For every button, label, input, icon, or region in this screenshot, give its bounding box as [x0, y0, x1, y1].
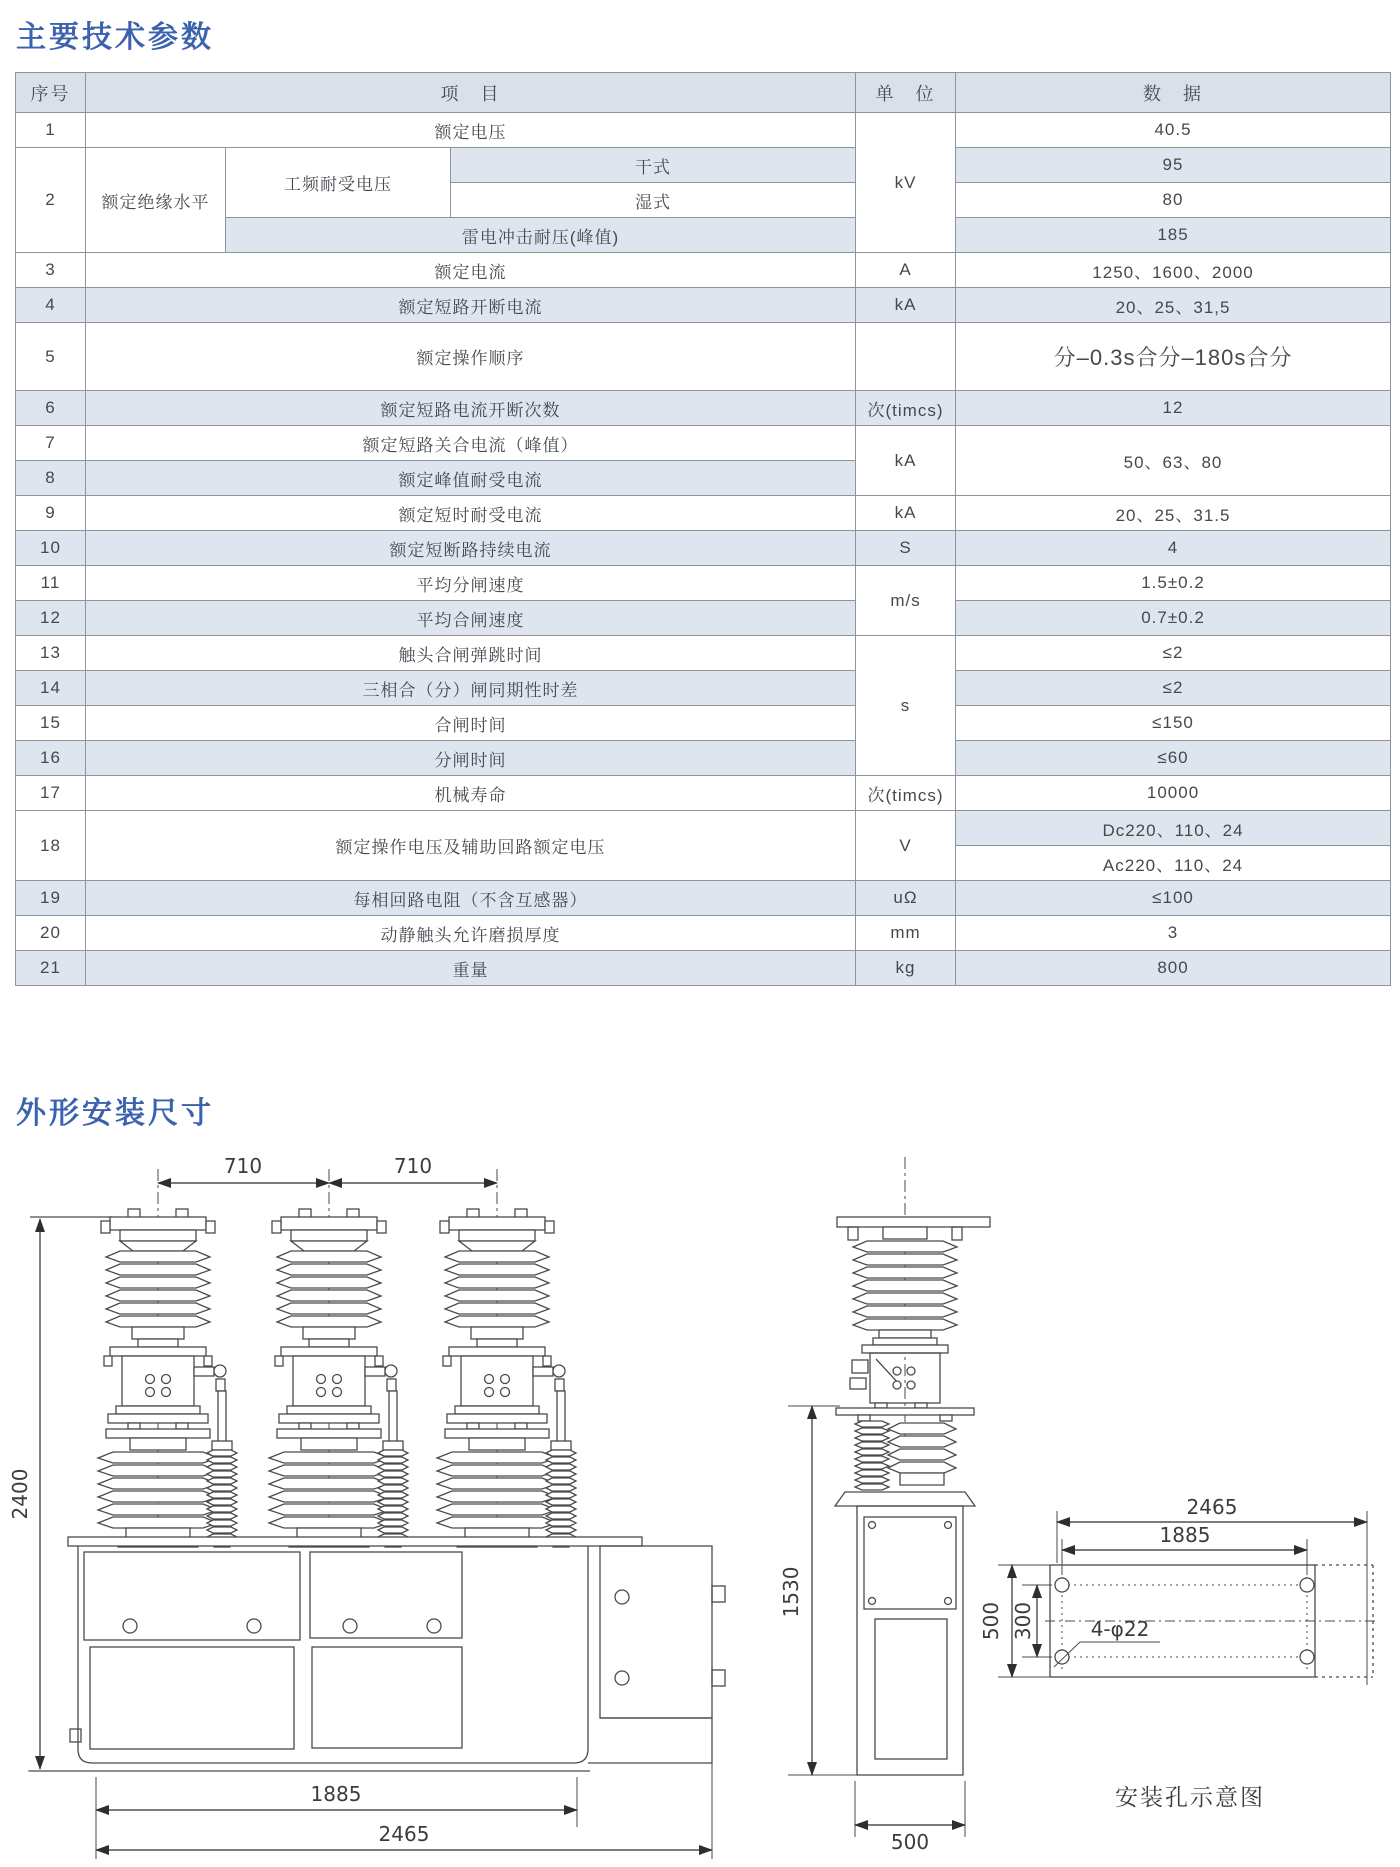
cell-item: 额定电压 [86, 113, 856, 148]
cell-item: 每相回路电阻（不含互感器） [86, 881, 856, 916]
cell-unit: kA [856, 426, 956, 496]
cell-unit: S [856, 531, 956, 566]
table-row [16, 531, 1391, 566]
cell-item: 合闸时间 [86, 706, 856, 741]
dim-overall-height: 2400 [8, 1468, 32, 1520]
breaker-pole-left [98, 1169, 237, 1547]
cell-no: 9 [16, 496, 86, 531]
cell-leaf: 干式 [451, 148, 856, 183]
cell-data: 20、25、31.5 [956, 496, 1391, 531]
col-header-item: 项 目 [86, 73, 856, 113]
cell-item: 平均合闸速度 [86, 601, 856, 636]
cell-item: 额定短断路持续电流 [86, 531, 856, 566]
cell-item: 平均分闸速度 [86, 566, 856, 601]
table-row [16, 741, 1391, 776]
dim-holes-spacing: 300 [1011, 1601, 1035, 1641]
table-row [16, 706, 1391, 741]
cell-item: 额定短时耐受电流 [86, 496, 856, 531]
cell-no: 21 [16, 951, 86, 986]
cell-data: 分–0.3s合分–180s合分 [956, 323, 1391, 391]
cell-data: Ac220、110、24 [956, 846, 1391, 881]
cell-data: 4 [956, 531, 1391, 566]
cell-data: 40.5 [956, 113, 1391, 148]
dim-side-height: 1530 [779, 1566, 803, 1618]
cell-subitem: 雷电冲击耐压(峰值) [226, 218, 856, 253]
cell-item: 分闸时间 [86, 741, 856, 776]
cell-item: 机械寿命 [86, 776, 856, 811]
cell-item: 额定操作电压及辅助回路额定电压 [86, 811, 856, 881]
dim-base-width: 1885 [310, 1782, 362, 1806]
table-row [16, 113, 1391, 148]
hole-size-label: 4-φ22 [1090, 1617, 1150, 1641]
cell-data: 95 [956, 148, 1391, 183]
side-pole [836, 1217, 990, 1490]
cell-unit [856, 323, 956, 391]
cell-no: 1 [16, 113, 86, 148]
front-view [8, 1154, 725, 1859]
cell-no: 12 [16, 601, 86, 636]
table-row [16, 253, 1391, 288]
cell-unit: 次(timcs) [856, 776, 956, 811]
section-title-main-parameters: 主要技术参数 [16, 21, 214, 54]
breaker-pole-center [269, 1169, 408, 1547]
cell-data: 80 [956, 183, 1391, 218]
cell-data: 20、25、31,5 [956, 288, 1391, 323]
cell-no: 13 [16, 636, 86, 671]
cell-no: 6 [16, 391, 86, 426]
cell-data: 3 [956, 916, 1391, 951]
section-title-dimensions: 外形安装尺寸 [16, 1097, 214, 1130]
spec-table [15, 72, 1391, 986]
cell-no: 20 [16, 916, 86, 951]
table-row [16, 881, 1391, 916]
side-pedestal [835, 1492, 975, 1775]
cell-item: 额定峰值耐受电流 [86, 461, 856, 496]
cell-no: 16 [16, 741, 86, 776]
dim-pole-pitch-right: 710 [393, 1154, 433, 1178]
col-header-unit: 单 位 [856, 73, 956, 113]
cell-data: 10000 [956, 776, 1391, 811]
cell-item: 额定短路关合电流（峰值） [86, 426, 856, 461]
cell-unit: kA [856, 288, 956, 323]
cell-data: ≤150 [956, 706, 1391, 741]
cell-no: 2 [16, 148, 86, 253]
cell-unit: kA [856, 496, 956, 531]
cell-no: 10 [16, 531, 86, 566]
table-row [16, 671, 1391, 706]
cell-item: 动静触头允许磨损厚度 [86, 916, 856, 951]
cell-data: ≤100 [956, 881, 1391, 916]
cell-item: 额定短路开断电流 [86, 288, 856, 323]
cell-unit: 次(timcs) [856, 391, 956, 426]
cell-item: 触头合闸弹跳时间 [86, 636, 856, 671]
cell-unit: kg [856, 951, 956, 986]
cell-item: 额定短路电流开断次数 [86, 391, 856, 426]
cell-unit: kV [856, 113, 956, 253]
cell-no: 5 [16, 323, 86, 391]
dim-side-depth: 500 [890, 1830, 930, 1854]
cell-item: 额定电流 [86, 253, 856, 288]
cell-data: 800 [956, 951, 1391, 986]
cell-data: 0.7±0.2 [956, 601, 1391, 636]
cell-no: 11 [16, 566, 86, 601]
dim-pole-pitch-left: 710 [223, 1154, 263, 1178]
table-row [16, 288, 1391, 323]
cell-unit: V [856, 811, 956, 881]
table-row [16, 601, 1391, 636]
dim-holes-outer-width: 2465 [1186, 1495, 1238, 1519]
cell-data: 185 [956, 218, 1391, 253]
cell-data: Dc220、110、24 [956, 811, 1391, 846]
cell-unit: mm [856, 916, 956, 951]
cell-subitem: 工频耐受电压 [226, 148, 451, 218]
cell-unit: s [856, 636, 956, 776]
table-row [16, 391, 1391, 426]
cell-data: 12 [956, 391, 1391, 426]
table-row [16, 566, 1391, 601]
table-row [16, 776, 1391, 811]
cell-leaf: 湿式 [451, 183, 856, 218]
table-row [16, 916, 1391, 951]
mounting-hole-diagram [979, 1495, 1375, 1811]
table-header-row [16, 73, 1391, 113]
cell-unit: m/s [856, 566, 956, 636]
dim-holes-depth: 500 [979, 1601, 1003, 1641]
table-row [16, 148, 1391, 183]
dim-overall-width: 2465 [378, 1822, 430, 1846]
side-view [779, 1157, 990, 1854]
breaker-pole-right [437, 1169, 576, 1547]
cell-data: ≤2 [956, 671, 1391, 706]
cell-unit: A [856, 253, 956, 288]
cell-data: 1.5±0.2 [956, 566, 1391, 601]
table-row [16, 811, 1391, 846]
cell-data: ≤2 [956, 636, 1391, 671]
cell-data: 1250、1600、2000 [956, 253, 1391, 288]
dimension-drawing [0, 1137, 1400, 1867]
cell-no: 3 [16, 253, 86, 288]
cell-item: 重量 [86, 951, 856, 986]
cell-no: 15 [16, 706, 86, 741]
cell-no: 14 [16, 671, 86, 706]
col-header-data: 数 据 [956, 73, 1391, 113]
cell-no: 4 [16, 288, 86, 323]
table-row [16, 636, 1391, 671]
table-row [16, 951, 1391, 986]
front-extension-lines [28, 1737, 712, 1859]
table-row [16, 496, 1391, 531]
cell-no: 8 [16, 461, 86, 496]
cell-data: ≤60 [956, 741, 1391, 776]
table-row [16, 323, 1391, 391]
cell-no: 19 [16, 881, 86, 916]
col-header-no: 序号 [16, 73, 86, 113]
dim-holes-inner-width: 1885 [1159, 1523, 1211, 1547]
mounting-diagram-caption: 安装孔示意图 [1115, 1785, 1265, 1811]
cell-unit: uΩ [856, 881, 956, 916]
cell-item: 额定操作顺序 [86, 323, 856, 391]
cell-no: 17 [16, 776, 86, 811]
cell-no: 18 [16, 811, 86, 881]
cell-data: 50、63、80 [956, 426, 1391, 496]
cell-no: 7 [16, 426, 86, 461]
cell-item: 额定绝缘水平 [86, 148, 226, 253]
cell-item: 三相合（分）闸同期性时差 [86, 671, 856, 706]
table-row [16, 426, 1391, 461]
